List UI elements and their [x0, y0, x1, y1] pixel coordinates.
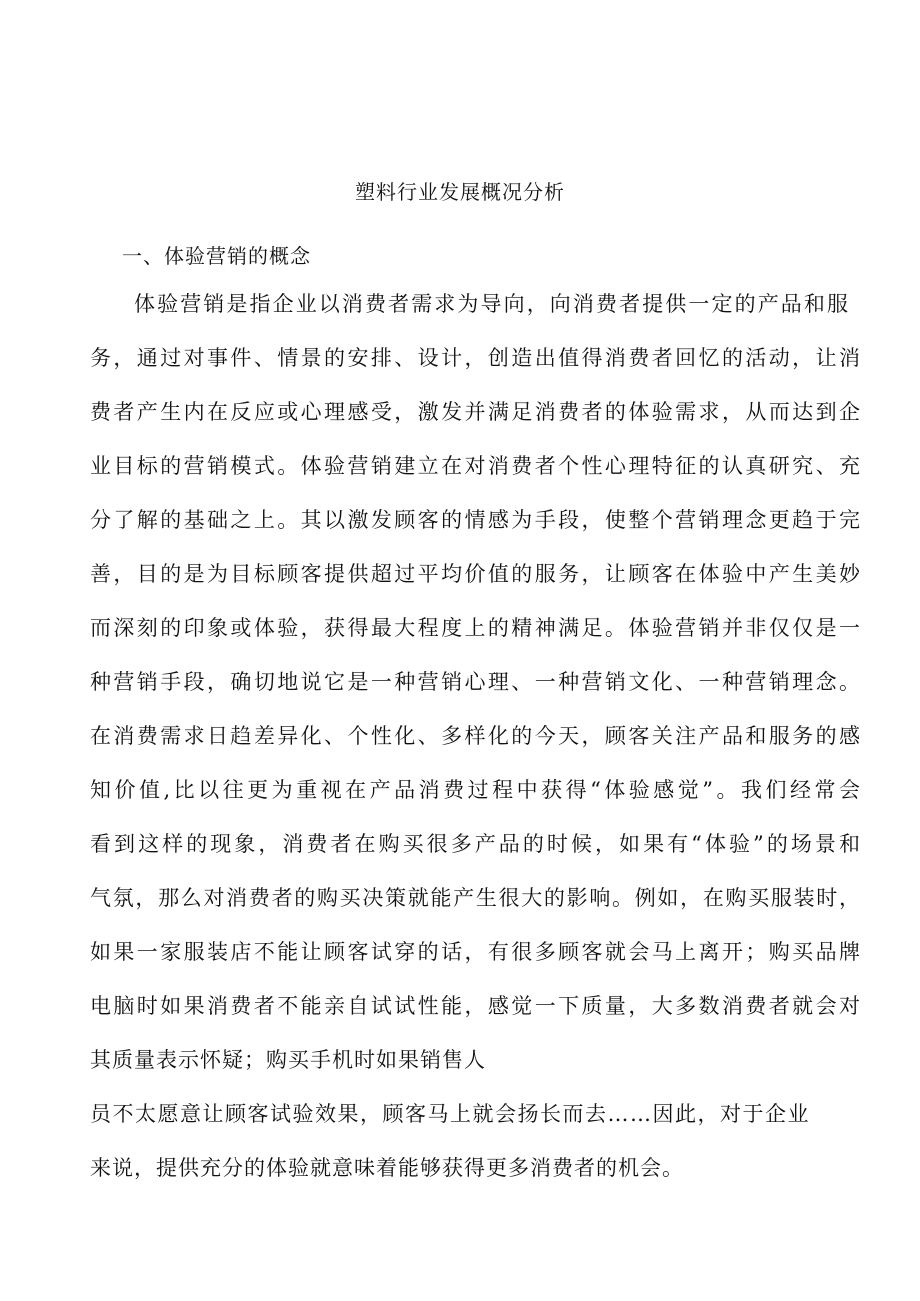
paragraph-line: 电脑时如果消费者不能亲自试试性能，感觉一下质量，大多数消费者就会对	[90, 994, 860, 1018]
section-heading: 一、体验营销的概念	[122, 244, 311, 268]
paragraph-line: 看到这样的现象，消费者在购买很多产品的时候，如果有“体验”的场景和	[90, 832, 860, 856]
paragraph-line: 员不太愿意让顾客试验效果，顾客马上就会扬长而去……因此，对于企业	[90, 1102, 810, 1126]
paragraph-line: 其质量表示怀疑；购买手机时如果销售人	[90, 1048, 486, 1072]
document-title: 塑料行业发展概况分析	[355, 180, 565, 204]
paragraph-line: 业目标的营销模式。体验营销建立在对消费者个性心理特征的认真研究、充	[90, 454, 860, 478]
paragraph-line: 在消费需求日趋差异化、个性化、多样化的今天，顾客关注产品和服务的感	[90, 724, 860, 748]
paragraph-line: 知价值,比以往更为重视在产品消费过程中获得“体验感觉”。我们经常会	[90, 778, 860, 802]
paragraph-line: 善，目的是为目标顾客提供超过平均价值的服务，让顾客在体验中产生美妙	[90, 562, 860, 586]
paragraph-line: 费者产生内在反应或心理感受，激发并满足消费者的体验需求，从而达到企	[90, 400, 860, 424]
paragraph-line: 分了解的基础之上。其以激发顾客的情感为手段，使整个营销理念更趋于完	[90, 508, 860, 532]
paragraph-line: 来说，提供充分的体验就意味着能够获得更多消费者的机会。	[90, 1156, 684, 1180]
paragraph-line: 体验营销是指企业以消费者需求为导向，向消费者提供一定的产品和服	[134, 292, 848, 316]
paragraph-line: 气氛，那么对消费者的购买决策就能产生很大的影响。例如，在购买服装时，	[90, 886, 860, 910]
paragraph-line: 种营销手段，确切地说它是一种营销心理、一种营销文化、一种营销理念。	[90, 670, 860, 694]
paragraph-line: 务，通过对事件、情景的安排、设计，创造出值得消费者回忆的活动，让消	[90, 346, 860, 370]
paragraph-line: 而深刻的印象或体验，获得最大程度上的精神满足。体验营销并非仅仅是一	[90, 616, 860, 640]
paragraph-line: 如果一家服装店不能让顾客试穿的话，有很多顾客就会马上离开；购买品牌	[90, 940, 860, 964]
